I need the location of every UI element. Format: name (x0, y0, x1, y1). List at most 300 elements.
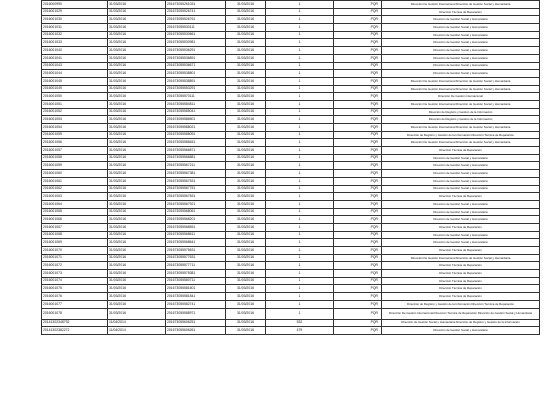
table-cell-c2: 31/03/2016 (108, 100, 166, 108)
table-cell-c1: 20141302348792 (42, 319, 108, 327)
table-cell-c3: 201673055530111 (166, 24, 226, 32)
table-cell-c7: Dirección Técnica de Reparación (382, 262, 540, 270)
table-cell-c2: 11/04/2014 (108, 319, 166, 327)
table-cell-c2: 31/03/2016 (108, 208, 166, 216)
table-cell-c1: 2016001033 (42, 39, 108, 47)
table-cell-c1: 2016001064 (42, 200, 108, 208)
table-cell-c4: 31/03/2016 (226, 108, 266, 116)
table-cell-c5: 532 (266, 319, 334, 327)
table-row (42, 285, 540, 293)
table-cell-c3: 201673055567531 (166, 177, 226, 185)
table-cell-c2: 31/03/2016 (108, 277, 166, 285)
table-cell-c4: 31/03/2016 (226, 270, 266, 278)
table-row (42, 293, 540, 301)
table-cell-c7: Dirección de Registro y Gestión de la Información (382, 116, 540, 124)
table-cell-c3: 201673055538891 (166, 77, 226, 85)
table-cell-c6: PQR (334, 16, 382, 24)
table-cell-c1: 2016001060 (42, 170, 108, 178)
table-cell-c7: Dirección De Gestión Internacional Dirección de Gestión Social y Humanitaria (382, 1, 540, 9)
table-cell-c1: 2016001043 (42, 62, 108, 70)
table-cell-c4: 31/03/2016 (226, 177, 266, 185)
table-cell-c4: 31/03/2016 (226, 239, 266, 247)
table-cell-c7: Dirección de Gestión Social y Humanitaria (382, 170, 540, 178)
table-cell-c2: 11/04/2014 (108, 327, 166, 335)
table-cell-c1: 2016001061 (42, 177, 108, 185)
table-cell-c7: Dirección de Gestión Social y Humanitaria (382, 231, 540, 239)
table-row (42, 193, 540, 201)
table-cell-c6: PQR (334, 170, 382, 178)
table-cell-c2: 31/03/2016 (108, 54, 166, 62)
table-cell-c6: PQR (334, 208, 382, 216)
table-cell-c1: 2016001077 (42, 300, 108, 308)
table-cell-c7: Dirección de Gestión Social y Humanitaria (382, 208, 540, 216)
table-cell-c6: PQR (334, 293, 382, 301)
table-cell-c7: Dirección Técnica de Reparación (382, 285, 540, 293)
table-cell-c6: PQR (334, 247, 382, 255)
table-cell-c5: 1 (266, 100, 334, 108)
table-cell-c1: 2016001052 (42, 108, 108, 116)
table-row (42, 208, 540, 216)
table-cell-c2: 31/03/2016 (108, 31, 166, 39)
table-cell-c7: Dirección Técnica de Reparación (382, 193, 540, 201)
table-cell-c2: 31/03/2016 (108, 193, 166, 201)
table-row (42, 131, 540, 139)
table-cell-c4: 31/03/2016 (226, 319, 266, 327)
table-row (42, 124, 540, 132)
table-cell-c2: 31/03/2016 (108, 139, 166, 147)
table-cell-c6: PQR (334, 85, 382, 93)
table-cell-c5: 1 (266, 77, 334, 85)
table-cell-c4: 31/03/2016 (226, 62, 266, 70)
table-cell-c6: PQR (334, 262, 382, 270)
table-cell-c5: 1 (266, 200, 334, 208)
table-cell-c5: 1 (266, 116, 334, 124)
table-cell-c7: Dirección de Gestión Social y Humanitaria (382, 239, 540, 247)
table-cell-c6: PQR (334, 285, 382, 293)
table-cell-c6: PQR (334, 177, 382, 185)
table-row (42, 70, 540, 78)
table-row (42, 62, 540, 70)
table-cell-c3: 201673055588091 (166, 131, 226, 139)
table-cell-c4: 31/03/2016 (226, 262, 266, 270)
table-cell-c2: 31/03/2016 (108, 124, 166, 132)
table-cell-c1: 2016001073 (42, 270, 108, 278)
table-row (42, 1, 540, 9)
table-cell-c3: 201673055577711 (166, 262, 226, 270)
table-cell-c2: 31/03/2016 (108, 131, 166, 139)
table-cell-c1: 2016001066 (42, 216, 108, 224)
table-cell-c6: PQR (334, 270, 382, 278)
table-cell-c7: Dirección Técnica de Reparación (382, 147, 540, 155)
table-cell-c2: 31/03/2016 (108, 185, 166, 193)
table-cell-c6: PQR (334, 216, 382, 224)
table-cell-c3: 201673055577631 (166, 254, 226, 262)
table-cell-c6: PQR (334, 231, 382, 239)
table-cell-c1: 2016001076 (42, 293, 108, 301)
table-row (42, 177, 540, 185)
table-cell-c4: 31/03/2016 (226, 162, 266, 170)
table-row (42, 139, 540, 147)
table-row (42, 39, 540, 47)
table-cell-c3: 201673055526761 (166, 16, 226, 24)
table-cell-c3: 201673055567751 (166, 185, 226, 193)
table-cell-c3: 201673055567211 (166, 162, 226, 170)
table-cell-c4: 31/03/2016 (226, 154, 266, 162)
table-cell-c5: 1 (266, 62, 334, 70)
table-cell-c4: 31/03/2016 (226, 327, 266, 335)
table-cell-c5: 1 (266, 16, 334, 24)
table-cell-c2: 31/03/2016 (108, 216, 166, 224)
table-cell-c3: 201673055568641 (166, 239, 226, 247)
table-cell-c5: 1 (266, 147, 334, 155)
table-cell-c6: PQR (334, 131, 382, 139)
table-row (42, 16, 540, 24)
table-cell-c3: 201673055588021 (166, 124, 226, 132)
table-cell-c2: 31/03/2016 (108, 162, 166, 170)
table-cell-c4: 31/03/2016 (226, 247, 266, 255)
table-cell-c5: 1 (266, 93, 334, 101)
table-cell-c4: 31/03/2016 (226, 85, 266, 93)
table-cell-c5: 1 (266, 216, 334, 224)
table-cell-c3: 201673055567921 (166, 200, 226, 208)
table-cell-c3: 201673055538801 (166, 70, 226, 78)
table-cell-c7: Dirección de Gestión Social y Humanitaria (382, 70, 540, 78)
table-cell-c2: 31/03/2016 (108, 62, 166, 70)
table-cell-c4: 31/03/2016 (226, 39, 266, 47)
table-row (42, 116, 540, 124)
table-cell-c4: 31/03/2016 (226, 277, 266, 285)
table-row (42, 154, 540, 162)
table-cell-c1: 2016001056 (42, 139, 108, 147)
table-cell-c4: 31/03/2016 (226, 147, 266, 155)
table-cell-c5: 1 (266, 308, 334, 319)
table-cell-c1: 2016001053 (42, 116, 108, 124)
table-cell-c7: Dirección De Gestión Internacional Dirección de Gestión Social y Humanitaria (382, 85, 540, 93)
table-cell-c4: 31/03/2016 (226, 293, 266, 301)
table-cell-c5: 1 (266, 162, 334, 170)
table-cell-c4: 31/03/2016 (226, 100, 266, 108)
table-cell-c5: 479 (266, 327, 334, 335)
table-cell-c1: 2016001049 (42, 85, 108, 93)
table-cell-c1: 2016001031 (42, 24, 108, 32)
table-cell-c7: Dirección Técnica de Reparación (382, 247, 540, 255)
table-row (42, 300, 540, 308)
table-cell-c6: PQR (334, 185, 382, 193)
table-cell-c3: 201673055261031 (166, 1, 226, 9)
table-cell-c3: 201673055588971 (166, 308, 226, 319)
table-cell-c4: 31/03/2016 (226, 16, 266, 24)
table-cell-c2: 31/03/2016 (108, 8, 166, 16)
table-cell-c2: 31/03/2016 (108, 93, 166, 101)
table-cell-c2: 31/03/2016 (108, 293, 166, 301)
table-row (42, 162, 540, 170)
table-cell-c3: 201673055567381 (166, 170, 226, 178)
table-cell-c5: 1 (266, 154, 334, 162)
table-cell-c2: 31/03/2016 (108, 231, 166, 239)
table-cell-c5: 1 (266, 285, 334, 293)
table-cell-c6: PQR (334, 31, 382, 39)
table-cell-c4: 31/03/2016 (226, 254, 266, 262)
table-cell-c5: 1 (266, 223, 334, 231)
table-cell-c4: 31/03/2016 (226, 193, 266, 201)
table-cell-c7: Dirección de Gestión Social y Humanitaria (382, 177, 540, 185)
table-cell-c5: 1 (266, 31, 334, 39)
table-cell-c3: 201673055536671 (166, 62, 226, 70)
table-cell-c4: 31/03/2016 (226, 208, 266, 216)
table-cell-c5: 1 (266, 262, 334, 270)
table-cell-c6: PQR (334, 139, 382, 147)
table-row (42, 77, 540, 85)
table-cell-c4: 31/03/2016 (226, 70, 266, 78)
table-cell-c6: PQR (334, 162, 382, 170)
table-row (42, 108, 540, 116)
table-cell-c7: Dirección De Gestión Internacional Dirección de Gestión Social y Humanitaria (382, 100, 540, 108)
table-cell-c3: 201673055566871 (166, 147, 226, 155)
table-row (42, 239, 540, 247)
table-cell-c6: PQR (334, 24, 382, 32)
table-cell-c3: 201673055536891 (166, 54, 226, 62)
table-cell-c2: 31/03/2016 (108, 239, 166, 247)
table-cell-c2: 31/03/2016 (108, 270, 166, 278)
table-cell-c5: 1 (266, 193, 334, 201)
table-cell-c4: 31/03/2016 (226, 54, 266, 62)
table-cell-c6: PQR (334, 77, 382, 85)
table-cell-c2: 31/03/2016 (108, 1, 166, 9)
table-cell-c7: Dirección de Registro y Gestión de la Información Dirección Técnica de Reparación (382, 131, 540, 139)
table-cell-c6: PQR (334, 239, 382, 247)
table-cell-c1: 2016001078 (42, 308, 108, 319)
table-cell-c4: 31/03/2016 (226, 223, 266, 231)
table-cell-c3: 201673055581601 (166, 285, 226, 293)
table-cell-c7: Dirección de Registro y Gestión de la Información (382, 108, 540, 116)
table-cell-c2: 31/03/2016 (108, 24, 166, 32)
table-cell-c7: Dirección de Registro y Gestión de la Información Dirección Técnica de Reparación (382, 300, 540, 308)
table-cell-c7: Dirección de Gestión Social y Humanitaria (382, 162, 540, 170)
table-cell-c1: 2016001071 (42, 254, 108, 262)
table-cell-c1: 2016001059 (42, 162, 108, 170)
table-cell-c1: 2016001032 (42, 31, 108, 39)
table-cell-c7: Dirección De Gestión Internacional Dirección de Gestión Social y Humanitaria (382, 139, 540, 147)
table-cell-c3: 201673055568551 (166, 223, 226, 231)
table-cell-c7: Dirección Técnica de Reparación (382, 8, 540, 16)
table-cell-c6: PQR (334, 8, 382, 16)
table-cell-c7: Dirección De Gestión Internacional (382, 93, 540, 101)
table-cell-c5: 1 (266, 170, 334, 178)
table-cell-c1: 2016001062 (42, 185, 108, 193)
table-cell-c2: 31/03/2016 (108, 154, 166, 162)
table-cell-c4: 31/03/2016 (226, 1, 266, 9)
table-cell-c1: 2016001041 (42, 54, 108, 62)
table-row (42, 231, 540, 239)
table-cell-c2: 31/03/2016 (108, 16, 166, 24)
table-cell-c1: 2016000990 (42, 1, 108, 9)
table-cell-c4: 31/03/2016 (226, 200, 266, 208)
table-cell-c3: 201673055585041 (166, 108, 226, 116)
table-row (42, 85, 540, 93)
table-cell-c4: 31/03/2016 (226, 300, 266, 308)
table-cell-c1: 2016001075 (42, 285, 108, 293)
table-cell-c6: PQR (334, 62, 382, 70)
table-cell-c3: 201673055566881 (166, 154, 226, 162)
table-cell-c1: 2016001030 (42, 16, 108, 24)
table-cell-c7: Dirección de Gestión Social y Humanitaria (382, 16, 540, 24)
table-cell-c1: 2016001065 (42, 208, 108, 216)
table-row (42, 185, 540, 193)
table-cell-c3: 201673055580711 (166, 277, 226, 285)
table-row (42, 24, 540, 32)
table-cell-c2: 31/03/2016 (108, 108, 166, 116)
table-cell-c6: PQR (334, 47, 382, 55)
table-cell-c6: PQR (334, 108, 382, 116)
table-cell-c3: 201673055553291 (166, 85, 226, 93)
table-cell-c6: PQR (334, 319, 382, 327)
table-row (42, 54, 540, 62)
table-cell-c2: 31/03/2016 (108, 308, 166, 319)
table-cell-c4: 31/03/2016 (226, 216, 266, 224)
table-cell-c6: PQR (334, 308, 382, 319)
table-row (42, 262, 540, 270)
table-cell-c6: PQR (334, 300, 382, 308)
table-cell-c1: 2016001070 (42, 247, 108, 255)
table-cell-c6: PQR (334, 154, 382, 162)
table-cell-c5: 1 (266, 239, 334, 247)
table-cell-c2: 31/03/2016 (108, 254, 166, 262)
table-cell-c1: 2016001044 (42, 70, 108, 78)
table-cell-c5: 1 (266, 54, 334, 62)
table-cell-c4: 31/03/2016 (226, 231, 266, 239)
table-cell-c3: 201673055582741 (166, 300, 226, 308)
table-cell-c2: 31/03/2016 (108, 116, 166, 124)
table-cell-c1: 20141302382272 (42, 327, 108, 335)
table-cell-c7: Dirección de Gestión Social y Humanitaria (382, 327, 540, 335)
table-cell-c1: 2016001045 (42, 77, 108, 85)
table-cell-c3: 201673055586501 (166, 116, 226, 124)
table-cell-c5: 1 (266, 39, 334, 47)
table-cell-c2: 31/03/2016 (108, 77, 166, 85)
table-cell-c7: Dirección de Gestión Social y Humanitaria (382, 154, 540, 162)
table-cell-c3: 201673055568061 (166, 208, 226, 216)
table-cell-c2: 31/03/2016 (108, 247, 166, 255)
table-cell-c4: 31/03/2016 (226, 170, 266, 178)
table-cell-c1: 2016001057 (42, 147, 108, 155)
table-row (42, 223, 540, 231)
table-cell-c3: 201673055575631 (166, 247, 226, 255)
table-cell-c7: Dirección de Gestión Social y Humanitaria (382, 62, 540, 70)
table-cell-c7: Dirección de Gestión Social y Humanitaria (382, 216, 540, 224)
table-cell-c5: 1 (266, 293, 334, 301)
table-cell-c4: 31/03/2016 (226, 47, 266, 55)
table-cell-c5: 1 (266, 177, 334, 185)
table-row (42, 327, 540, 335)
table-row (42, 147, 540, 155)
table-cell-c1: 2016001069 (42, 239, 108, 247)
table-cell-c6: PQR (334, 193, 382, 201)
table-cell-c7: Dirección de Gestión Social y Humanitaria (382, 47, 540, 55)
table-cell-c7: Dirección de Gestión Social y Humanitaria (382, 31, 540, 39)
table-cell-c6: PQR (334, 277, 382, 285)
table-cell-c5: 1 (266, 70, 334, 78)
table-cell-c7: Dirección de Gestión Social y Humanitaria (382, 54, 540, 62)
table-cell-c5: 1 (266, 108, 334, 116)
table-cell-c1: 2016001029 (42, 8, 108, 16)
table-row (42, 319, 540, 327)
table-row (42, 47, 540, 55)
table-row (42, 270, 540, 278)
table-cell-c5: 1 (266, 277, 334, 285)
table-cell-c1: 2016001054 (42, 124, 108, 132)
table-cell-c2: 31/03/2016 (108, 262, 166, 270)
table-cell-c2: 31/03/2016 (108, 223, 166, 231)
table-cell-c6: PQR (334, 124, 382, 132)
table-cell-c7: Dirección de Gestión Social y Humanitaria (382, 39, 540, 47)
table-row (42, 170, 540, 178)
table-cell-c6: PQR (334, 254, 382, 262)
table-cell-c1: 2016001067 (42, 223, 108, 231)
table-row (42, 247, 540, 255)
table-cell-c5: 1 (266, 124, 334, 132)
table-cell-c7: Dirección de Gestión Social y Humanitaria (382, 200, 540, 208)
table-cell-c1: 2016001040 (42, 47, 108, 55)
table-cell-c5: 1 (266, 85, 334, 93)
table-cell-c7: Dirección De Gestión Internacional Dirección de Gestión Social y Humanitaria (382, 77, 540, 85)
table-cell-c1: 2016001050 (42, 93, 108, 101)
table-cell-c7: Dirección De Gestión Internacional Dirección de Gestión Social y Humanitaria (382, 254, 540, 262)
table-cell-c4: 31/03/2016 (226, 308, 266, 319)
table-cell-c3: 201673055568201 (166, 216, 226, 224)
table-cell-c5: 1 (266, 270, 334, 278)
table-cell-c4: 31/03/2016 (226, 285, 266, 293)
table-cell-c3: 201673055584811 (166, 100, 226, 108)
table-cell-c3: 201673055588451 (166, 139, 226, 147)
table-cell-c1: 2016001068 (42, 231, 108, 239)
table-cell-c5: 1 (266, 300, 334, 308)
document-page (41, 0, 539, 335)
table-cell-c6: PQR (334, 200, 382, 208)
table-cell-c2: 31/03/2016 (108, 200, 166, 208)
table-cell-c1: 2016001051 (42, 100, 108, 108)
table-cell-c2: 31/03/2016 (108, 47, 166, 55)
table-cell-c6: PQR (334, 54, 382, 62)
table-cell-c4: 31/03/2016 (226, 93, 266, 101)
table-cell-c3: 201673055536291 (166, 47, 226, 55)
table-cell-c5: 1 (266, 131, 334, 139)
table-cell-c1: 2016001055 (42, 131, 108, 139)
table-cell-c7: Dirección de Gestión Social y Humanitaria (382, 24, 540, 32)
table-cell-c4: 31/03/2016 (226, 31, 266, 39)
table-cell-c4: 31/03/2016 (226, 139, 266, 147)
table-row (42, 308, 540, 319)
table-cell-c1: 2016001058 (42, 154, 108, 162)
table-row (42, 31, 540, 39)
table-row (42, 200, 540, 208)
table-cell-c7: Dirección de Gestión Social y Humanitaria Dirección de Registro y Gestión de la Información (382, 319, 540, 327)
table-cell-c4: 31/03/2016 (226, 124, 266, 132)
table-cell-c3: 201673055606251 (166, 319, 226, 327)
table-cell-c6: PQR (334, 70, 382, 78)
table-cell-c4: 31/03/2016 (226, 131, 266, 139)
table-cell-c3: 201673055581841 (166, 293, 226, 301)
table-cell-c5: 1 (266, 254, 334, 262)
table-cell-c6: PQR (334, 100, 382, 108)
table-cell-c7: Dirección de Gestión Social y Humanitaria (382, 185, 540, 193)
table-cell-c5: 1 (266, 47, 334, 55)
records-table (41, 0, 540, 335)
table-cell-c7: Dirección De Gestión Internacional Dirección Técnica de Reparación Dirección de Gestión Social y Humanitaria (382, 308, 540, 319)
table-cell-c5: 1 (266, 247, 334, 255)
table-cell-c2: 31/03/2016 (108, 300, 166, 308)
table-cell-c4: 31/03/2016 (226, 24, 266, 32)
table-cell-c3: 201673055606261 (166, 327, 226, 335)
